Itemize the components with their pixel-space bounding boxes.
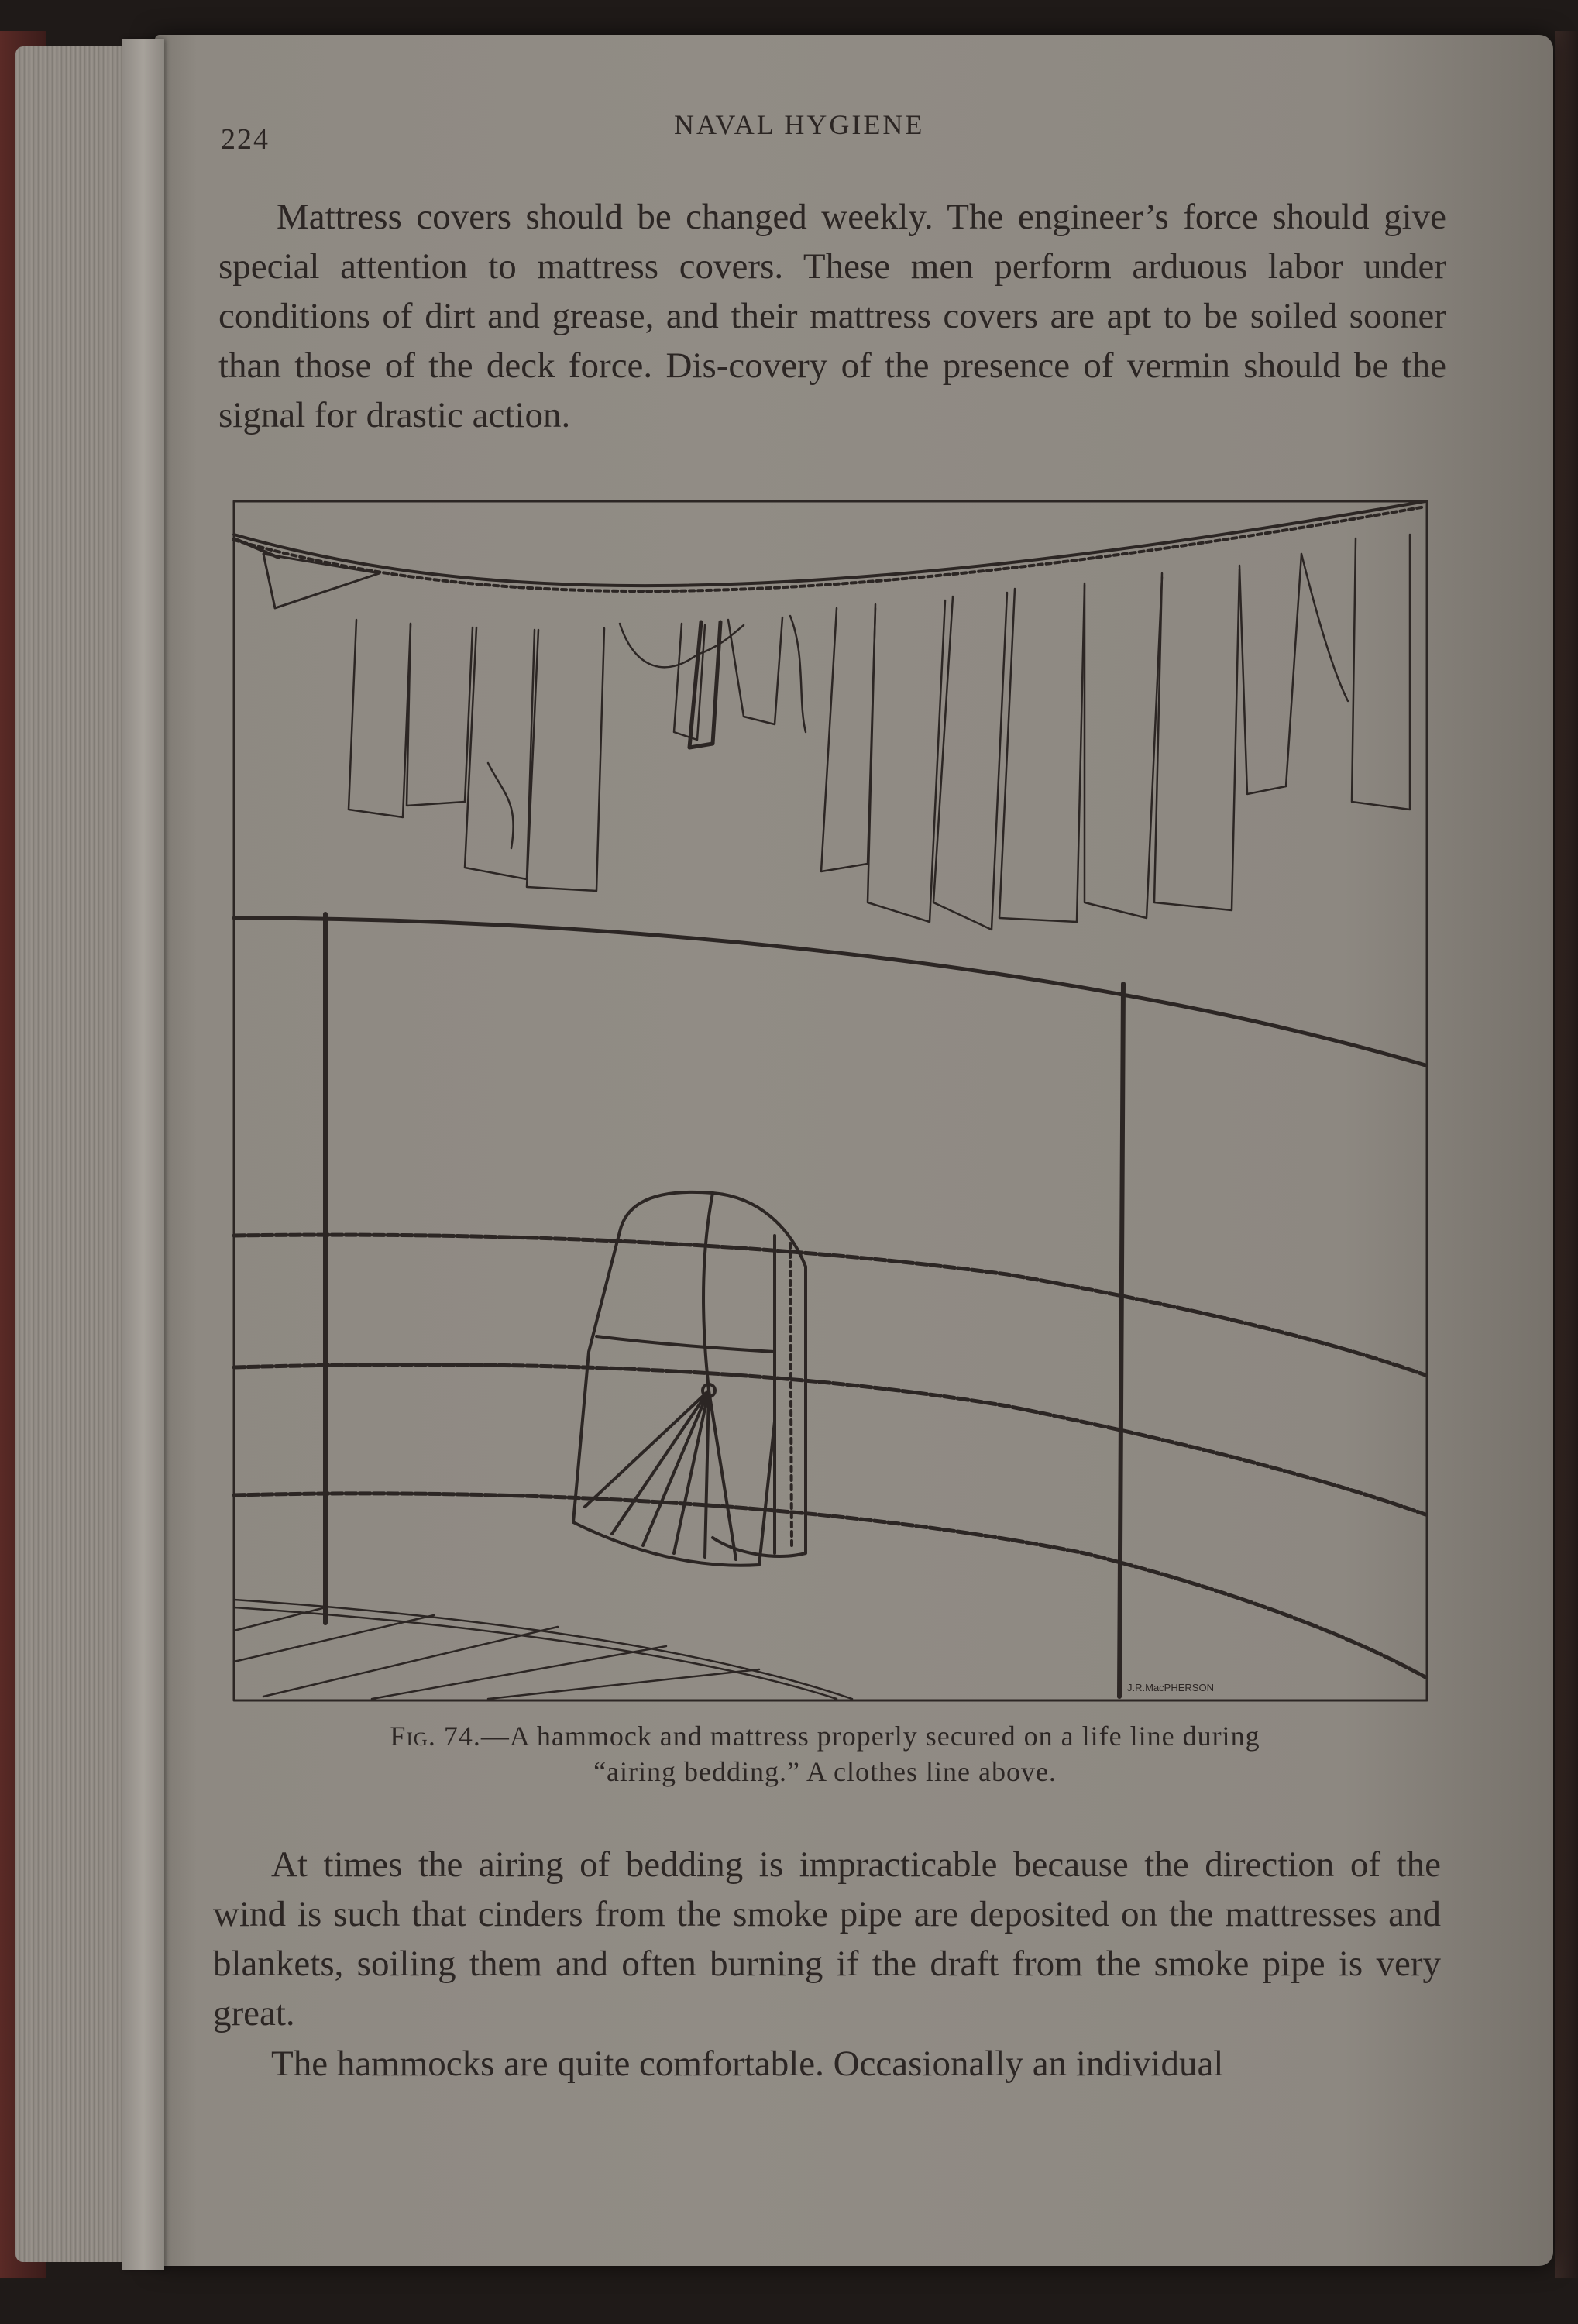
- page-number: 224: [221, 123, 270, 156]
- life-lines: [234, 918, 1425, 1677]
- caption-line-1: [244, 1718, 1406, 1754]
- stanchions: [325, 914, 1123, 1697]
- caption-text-1: —A hammock and mattress properly secured on a life line during: [480, 1721, 1260, 1752]
- deck: [234, 1600, 852, 1699]
- bookmark-ribbon: [122, 39, 164, 2270]
- page-edges: [15, 46, 132, 2262]
- paragraph-hammocks: The hammocks are quite comfortable. Occasionally an individual: [271, 2044, 1224, 2084]
- running-head: NAVAL HYGIENE: [674, 109, 925, 140]
- figure-illustration: [232, 500, 1429, 1704]
- book-cover-right: [1555, 31, 1578, 2278]
- figure-label: Fig. 74.: [390, 1721, 481, 1752]
- paragraph-airing-bedding: At times the airing of bedding is impracticable because the direction of the wind is such that cinders from the smoke pipe are deposited on the mattresses and blankets, soiling them and often burning if the draft from the smoke pipe is very great.: [213, 1844, 1441, 2033]
- caption-line-2: “airing bedding.” A clothes line above.: [593, 1756, 1057, 1787]
- hanging-clothes: [349, 535, 1410, 930]
- paragraph-mattress-covers: Mattress covers should be changed weekly. The engineer’s force should give special attention to mattress covers. These men perform arduous labor under conditions of dirt and grease, and their mattress covers are apt to be soiled sooner than those of the deck force. Dis-covery of the presence of vermin should be the signal for drastic action.: [218, 197, 1446, 435]
- figure-caption: [244, 1718, 1406, 1789]
- figure-frame: [234, 501, 1427, 1700]
- artist-signature: J.R.MacPHERSON: [1127, 1682, 1214, 1693]
- clothes-line: [234, 501, 1425, 608]
